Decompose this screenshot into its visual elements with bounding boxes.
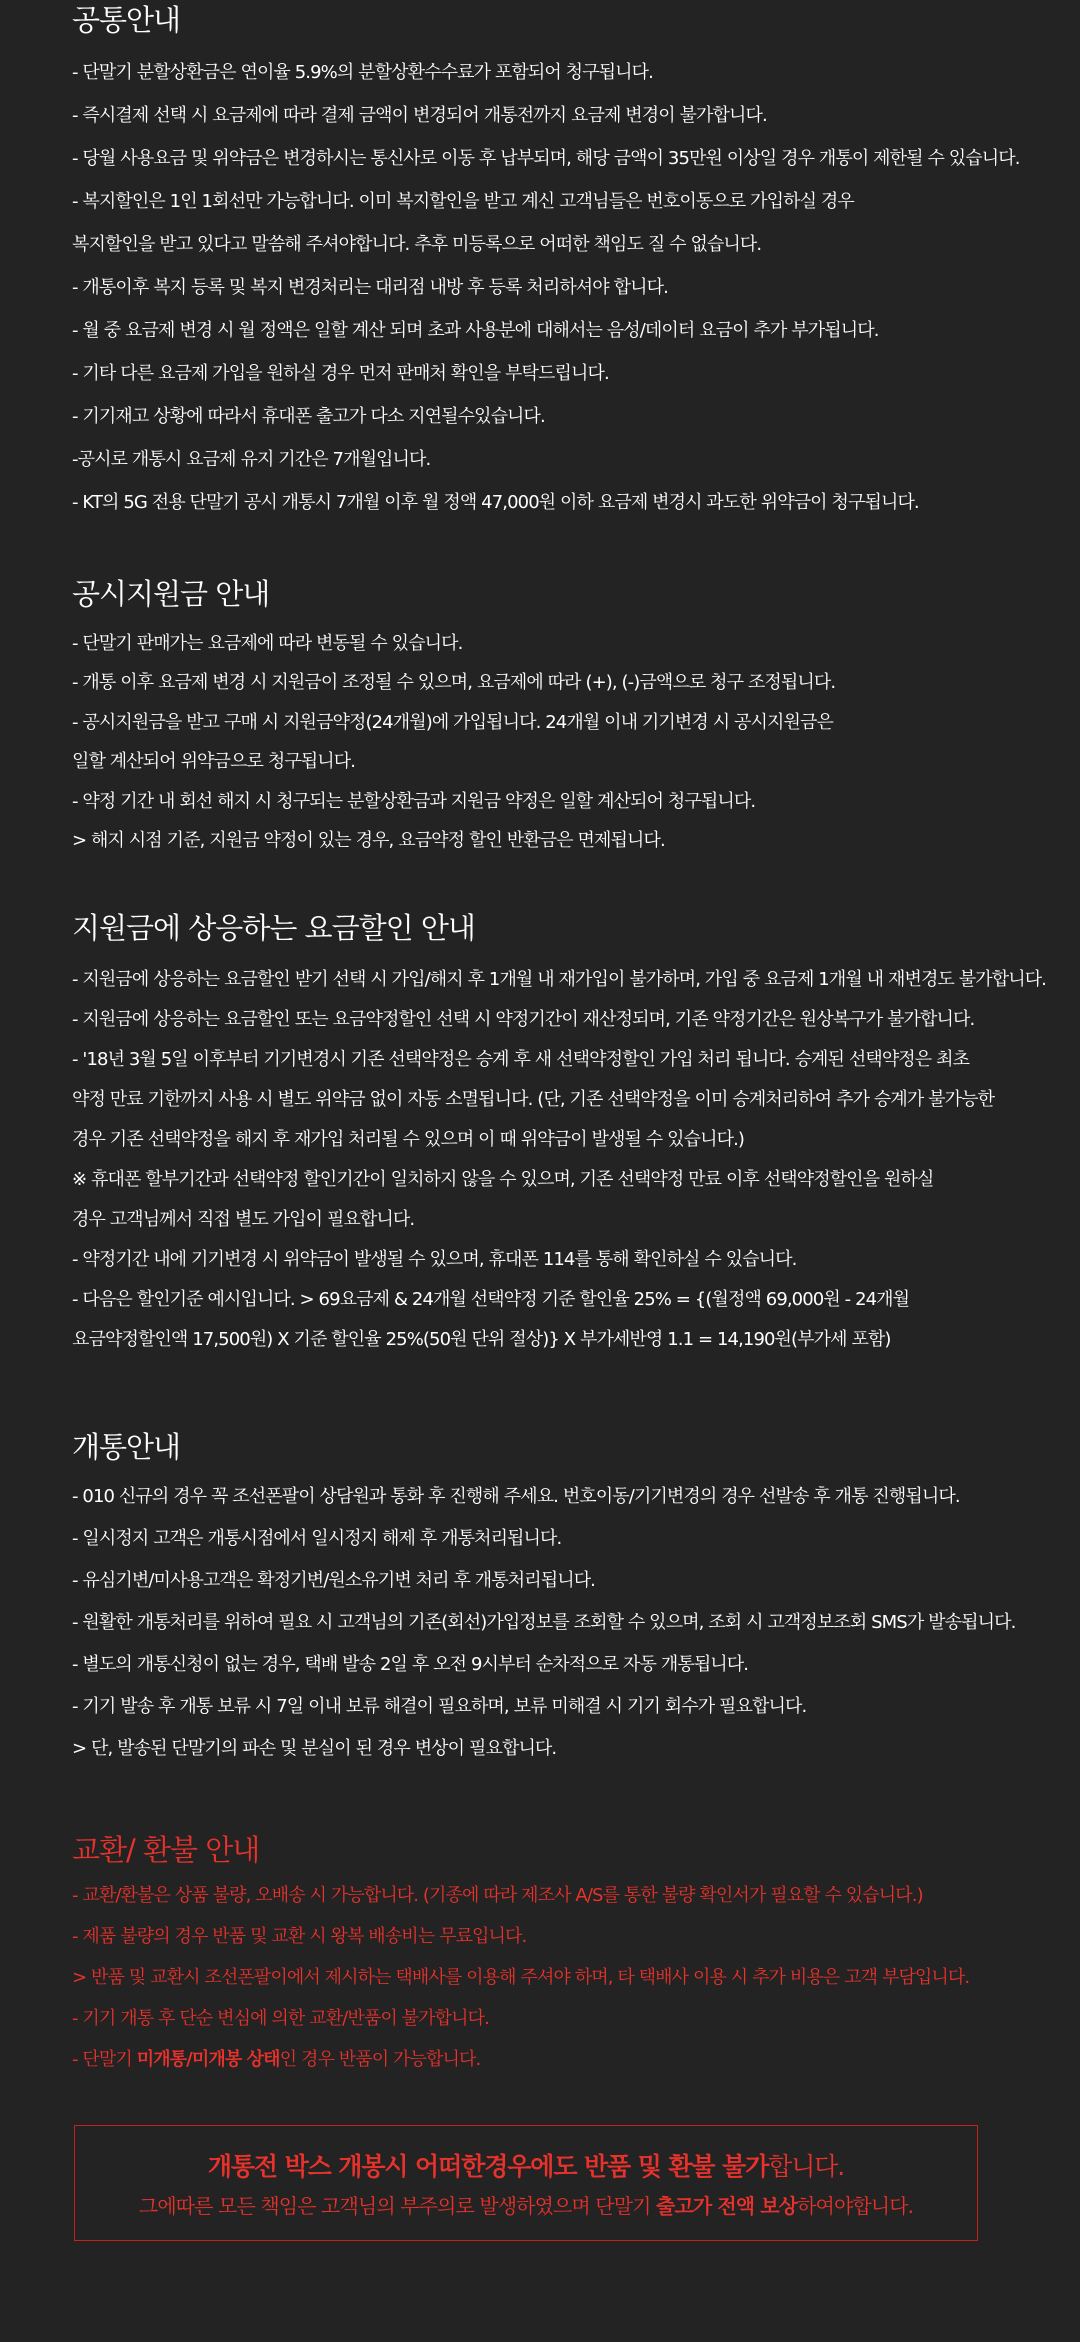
list-item: - 기기 발송 후 개통 보류 시 7일 이내 보류 해결이 필요하며, 보류 미해결 시 기기 회수가 필요합니다.	[72, 1696, 807, 1717]
list-item: > 반품 및 교환시 조선폰팔이에서 제시하는 택배사를 이용해 주셔야 하며, 타 택배사 이용 시 추가 비용은 고객 부담입니다.	[72, 1967, 970, 1988]
list-item: ※ 휴대폰 할부기간과 선택약정 할인기간이 일치하지 않을 수 있으며, 기존 선택약정 만료 이후 선택약정할인을 원하실	[72, 1169, 934, 1190]
list-item: - KT의 5G 전용 단말기 공시 개통시 7개월 이후 월 정액 47,000원 이하 요금제 변경시 과도한 위약금이 청구됩니다.	[72, 492, 919, 513]
list-item: - 원활한 개통처리를 위하여 필요 시 고객님의 기존(회선)가입정보를 조회할 수 있으며, 조회 시 고객정보조회 SMS가 발송됩니다.	[72, 1612, 1016, 1633]
list-item-text: - 단말기	[72, 2049, 137, 2070]
list-item: - 제품 불량의 경우 반품 및 교환 시 왕복 배송비는 무료입니다.	[72, 1926, 527, 1947]
section-activation-notice	[72, 1430, 1022, 1759]
list-item: - 약정기간 내에 기기변경 시 위약금이 발생될 수 있으며, 휴대폰 114를 통해 확인하실 수 있습니다.	[72, 1249, 797, 1270]
warning-notice-emphasis: 출고가 전액 보상	[656, 2194, 798, 2218]
list-item: - 다음은 할인기준 예시입니다. > 69요금제 & 24개월 선택약정 기준 할인율 25% = {(월정액 69,000원 - 24개월	[72, 1289, 910, 1310]
section-common-notice	[72, 3, 1022, 513]
section-title: 지원금에 상응하는 요금할인 안내	[72, 911, 475, 945]
list-item: - 기기 개통 후 단순 변심에 의한 교환/반품이 불가합니다.	[72, 2008, 489, 2029]
list-item: - 복지할인은 1인 1회선만 가능합니다. 이미 복지할인을 받고 계신 고객님들은 번호이동으로 가입하실 경우	[72, 191, 854, 212]
warning-notice-headline	[75, 2154, 977, 2179]
list-item: - 즉시결제 선택 시 요금제에 따라 결제 금액이 변경되어 개통전까지 요금제 변경이 불가합니다.	[72, 105, 767, 126]
list-item: > 단, 발송된 단말기의 파손 및 분실이 된 경우 변상이 필요합니다.	[72, 1738, 557, 1759]
list-item: - 단말기 분할상환금은 연이율 5.9%의 분할상환수수료가 포함되어 청구됩니다.	[72, 62, 653, 83]
list-item: - 약정 기간 내 회선 해지 시 청구되는 분할상환금과 지원금 약정은 일할 계산되어 청구됩니다.	[72, 791, 756, 812]
list-item: - 단말기 판매가는 요금제에 따라 변동될 수 있습니다.	[72, 633, 463, 654]
list-item: - '18년 3월 5일 이후부터 기기변경시 기존 선택약정은 승계 후 새 선택약정할인 가입 처리 됩니다. 승계된 선택약정은 최초	[72, 1049, 970, 1070]
list-item: 요금약정할인액 17,500원) X 기준 할인율 25%(50원 단위 절상)} X 부가세반영 1.1 = 14,190원(부가세 포함)	[72, 1329, 891, 1350]
list-item: - 지원금에 상응하는 요금할인 받기 선택 시 가입/해지 후 1개월 내 재가입이 불가하며, 가입 중 요금제 1개월 내 재변경도 불가합니다.	[72, 969, 1047, 990]
section-title: 공통안내	[72, 3, 181, 37]
warning-notice-text: 그에따른 모든 책임은 고객님의 부주의로 발생하였으며 단말기	[138, 2194, 657, 2218]
list-item: - 지원금에 상응하는 요금할인 또는 요금약정할인 선택 시 약정기간이 재산정되며, 기존 약정기간은 원상복구가 불가합니다.	[72, 1009, 975, 1030]
list-item-emphasis: 미개통/미개봉 상태	[136, 2049, 280, 2070]
list-item: - 별도의 개통신청이 없는 경우, 택배 발송 2일 후 오전 9시부터 순차적으로 자동 개통됩니다.	[72, 1654, 749, 1675]
list-item: > 해지 시점 기준, 지원금 약정이 있는 경우, 요금약정 할인 반환금은 면제됩니다.	[72, 830, 665, 851]
list-item: - 개통 이후 요금제 변경 시 지원금이 조정될 수 있으며, 요금제에 따라 (+), (-)금액으로 청구 조정됩니다.	[72, 672, 836, 693]
list-item: - 010 신규의 경우 꼭 조선폰팔이 상담원과 통화 후 진행해 주세요. 번호이동/기기변경의 경우 선발송 후 개통 진행됩니다.	[72, 1486, 960, 1507]
list-item: - 당월 사용요금 및 위약금은 변경하시는 통신사로 이동 후 납부되며, 해당 금액이 35만원 이상일 경우 개통이 제한될 수 있습니다.	[72, 148, 1020, 169]
list-item: 약정 만료 기한까지 사용 시 별도 위약금 없이 자동 소멸됩니다. (단, 기존 선택약정을 이미 승계처리하여 추가 승계가 불가능한	[72, 1089, 995, 1110]
list-item: 복지할인을 받고 있다고 말씀해 주셔야합니다. 추후 미등록으로 어떠한 책임도 질 수 없습니다.	[72, 234, 762, 255]
warning-notice-text: 하여야합니다.	[797, 2194, 914, 2218]
list-item: - 월 중 요금제 변경 시 월 정액은 일할 계산 되며 초과 사용분에 대해서는 음성/데이터 요금이 추가 부가됩니다.	[72, 320, 879, 341]
list-item-text: 인 경우 반품이 가능합니다.	[279, 2049, 481, 2070]
list-item: -공시로 개통시 요금제 유지 기간은 7개월입니다.	[72, 449, 431, 470]
section-title: 교환/ 환불 안내	[72, 1833, 260, 1867]
warning-notice-box	[74, 2125, 978, 2241]
list-item: 경우 고객님께서 직접 별도 가입이 필요합니다.	[72, 1209, 415, 1230]
section-discount-notice	[72, 911, 1047, 1350]
list-item: 일할 계산되어 위약금으로 청구됩니다.	[72, 751, 356, 772]
warning-notice-text: 합니다.	[768, 2152, 845, 2181]
list-item	[72, 2051, 480, 2069]
list-item: 경우 기존 선택약정을 해지 후 재가입 처리될 수 있으며 이 때 위약금이 발생될 수 있습니다.)	[72, 1129, 745, 1150]
list-item: - 개통이후 복지 등록 및 복지 변경처리는 대리점 내방 후 등록 처리하셔야 합니다.	[72, 277, 668, 298]
list-item: - 기타 다른 요금제 가입을 원하실 경우 먼저 판매처 확인을 부탁드립니다.	[72, 363, 609, 384]
list-item: - 유심기변/미사용고객은 확정기변/원소유기변 처리 후 개통처리됩니다.	[72, 1570, 596, 1591]
section-title: 개통안내	[72, 1430, 181, 1464]
warning-notice-subline	[75, 2196, 977, 2216]
warning-notice-emphasis: 개통전 박스 개봉시 어떠한경우에도 반품 및 환불 불가	[207, 2152, 769, 2181]
list-item: - 교환/환불은 상품 불량, 오배송 시 가능합니다. (기종에 따라 제조사 A/S를 통한 불량 확인서가 필요할 수 있습니다.)	[72, 1885, 923, 1906]
section-subsidy-notice	[72, 577, 1022, 851]
list-item: - 일시정지 고객은 개통시점에서 일시정지 해제 후 개통처리됩니다.	[72, 1528, 562, 1549]
section-refund-notice	[72, 1833, 1022, 2070]
list-item: - 공시지원금을 받고 구매 시 지원금약정(24개월)에 가입됩니다. 24개월 이내 기기변경 시 공시지원금은	[72, 712, 833, 733]
section-title: 공시지원금 안내	[72, 577, 270, 611]
list-item: - 기기재고 상황에 따라서 휴대폰 출고가 다소 지연될수있습니다.	[72, 406, 545, 427]
